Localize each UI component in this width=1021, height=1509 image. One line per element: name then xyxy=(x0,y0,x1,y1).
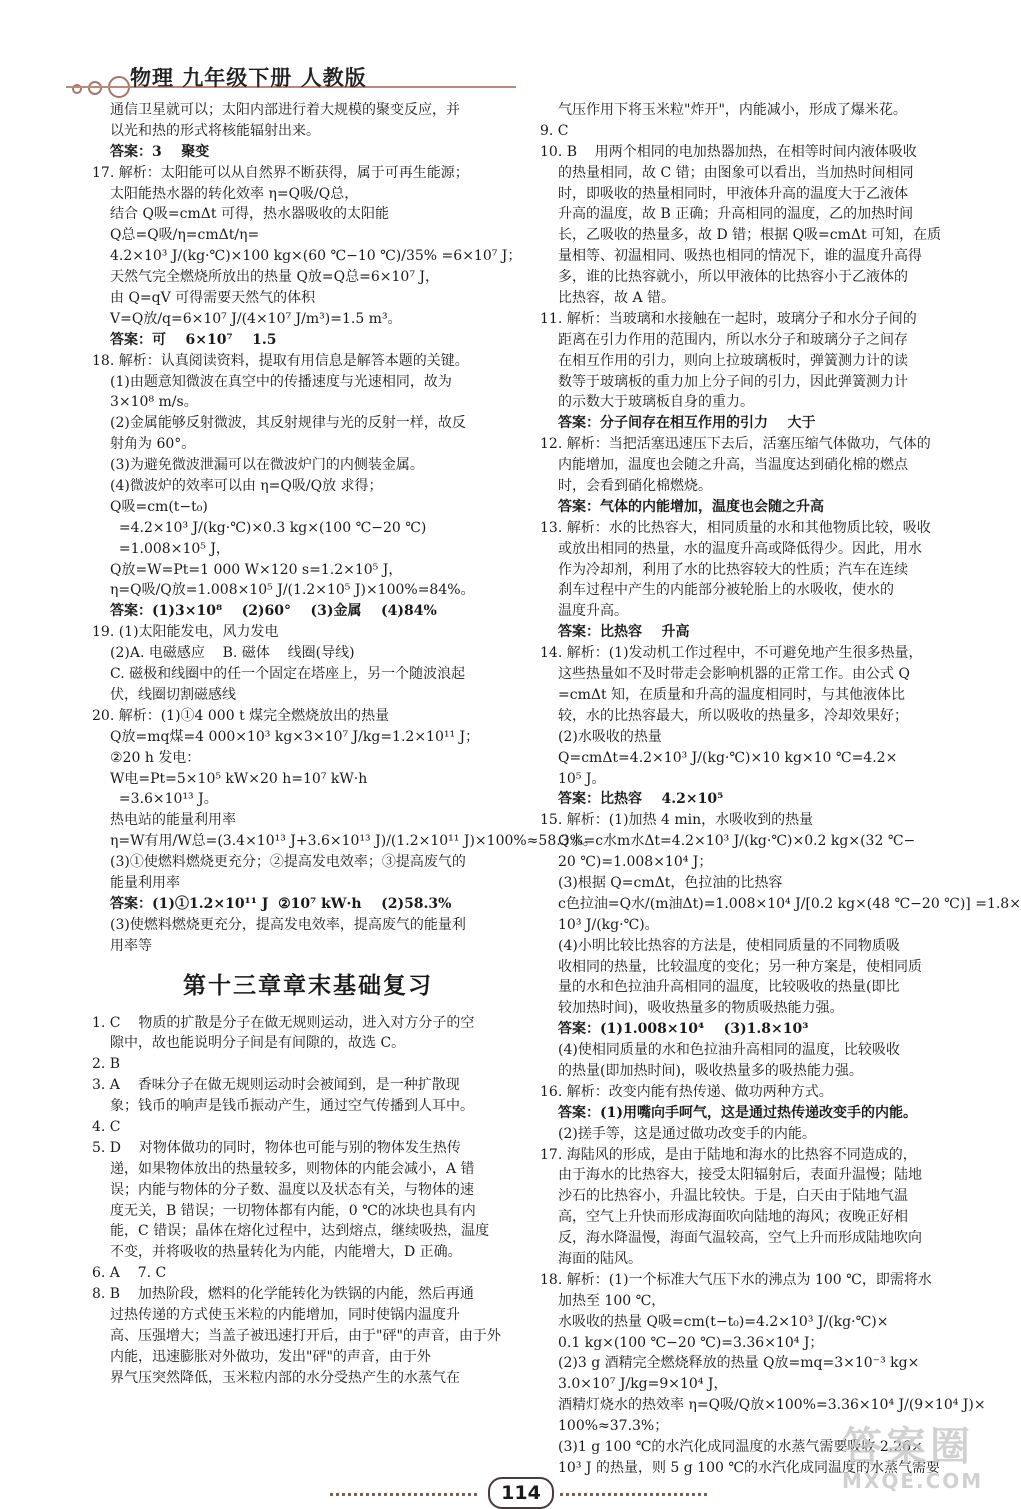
text-line: (4)小明比较比热容的方法是，使相同质量的不同物质吸 xyxy=(558,937,900,954)
text-line: η=W有用/W总=(3.4×10¹³ J+3.6×10¹³ J)/(1.2×10¹¹ J)×100%≈58.3%。 xyxy=(110,833,597,850)
text-line: 天然气完全燃烧所放出的热量 Q放=Q总=6×10⁷ J， xyxy=(110,269,439,286)
text-line: 答案：3 聚变 xyxy=(110,143,210,160)
footer-dots-right xyxy=(560,1493,710,1496)
text-line: Q放=W=Pt=1 000 W×120 s=1.2×10⁵ J， xyxy=(110,561,403,578)
text-line: V=Q放/q=6×10⁷ J/(4×10⁷ J/m³)=1.5 m³。 xyxy=(110,310,402,327)
text-line: (2)A. 电磁感应 B. 磁体 线圈(导线) xyxy=(110,645,355,662)
text-line: Q总=Q吸/η=cmΔt/η= xyxy=(110,227,260,244)
header-title: 物理 九年级下册 人教版 xyxy=(130,66,367,90)
text-line: 酒精灯烧水的热效率 η=Q吸/Q放×100%=3.36×10⁴ J/(9×10⁴ J)× xyxy=(558,1397,986,1414)
text-line: 4.2×10³ J/(kg·℃)×100 kg×(60 ℃−10 ℃)/35% =6×10⁷ J； xyxy=(110,248,522,265)
text-line: (3)①使燃料燃烧更充分；②提高发电效率；③提高废气的 xyxy=(110,854,466,871)
text-line: 太阳能热水器的转化效率 η=Q吸/Q总， xyxy=(110,185,359,202)
text-line: 0.1 kg×(100 ℃−20 ℃)=3.36×10⁴ J； xyxy=(558,1334,824,1351)
text-line: 10. B 用两个相同的电加热器加热，在相等时间内液体吸收 xyxy=(540,143,917,160)
text-line: 收相同的热量，比较温度的变化；另一种方案是，使相同质 xyxy=(558,958,922,975)
text-line: 10³ J 的热量，则 5 g 100 ℃的水汽化成同温度的水蒸气需要 xyxy=(558,1459,940,1476)
text-line: 3.0×10⁷ J/kg=9×10⁴ J， xyxy=(558,1376,728,1393)
text-line: 17. 海陆风的形成，是由于陆地和海水的比热容不同造成的， xyxy=(540,1146,917,1163)
text-line: 伏，线圈切割磁感线 xyxy=(110,686,236,703)
text-line: 过热传递的方式使玉米粒的内能增加，同时使锅内温度升 xyxy=(110,1306,460,1323)
text-line: 高，空气上升快而形成海面吹向陆地的海风；夜晚正好相 xyxy=(558,1209,908,1226)
text-line: 5. D 对物体做功的同时，物体也可能与别的物体发生热传 xyxy=(92,1139,461,1156)
text-line: 多，谁的比热容就小，所以甲液体的比热容小于乙液体的 xyxy=(558,269,908,286)
text-line: (2)搓手等，这是通过做功改变手的内能。 xyxy=(558,1125,816,1142)
text-line: 海面的陆风。 xyxy=(558,1250,642,1267)
text-line: 距离在引力作用的范围内，所以水分子和玻璃分子之间存 xyxy=(558,331,908,348)
text-line: (1)由题意知微波在真空中的传播速度与光速相同，故为 xyxy=(110,373,452,390)
text-line: 误；内能与物体的分子数、温度以及状态有关，与物体的速 xyxy=(110,1181,474,1198)
text-line: 3×10⁸ m/s。 xyxy=(110,394,198,411)
text-line: 结合 Q吸=cmΔt 可得，热水器吸收的太阳能 xyxy=(110,206,389,223)
text-line: 这些热量如不及时带走会影响机器的正常工作。由公式 Q xyxy=(558,666,910,683)
text-line: 沙石的比热容小，升温比较快。于是，白天由于陆地气温 xyxy=(558,1188,908,1205)
text-line: Q水=c水m水Δt=4.2×10³ J/(kg·℃)×0.2 kg×(32 ℃− xyxy=(558,833,916,850)
text-line: 射角为 60°。 xyxy=(110,436,196,453)
watermark-bottom-text: MXQE.COM xyxy=(842,1469,984,1493)
text-line: 15. 解析：(1)加热 4 min，水吸收到的热量 xyxy=(540,812,814,829)
watermark-logo xyxy=(842,1425,990,1503)
text-line: 气压作用下将玉米粒"炸开"，内能减小，形成了爆米花。 xyxy=(558,102,907,118)
text-line: Q放=mq煤=4 000×10³ kg×3×10⁷ J/kg=1.2×10¹¹ J； xyxy=(110,728,480,745)
text-line: 递，如果物体放出的热量较多，则物体的内能会减小，A 错 xyxy=(110,1160,475,1177)
text-line: (4)使相同质量的水和色拉油升高相同的温度，比较吸收 xyxy=(558,1042,900,1059)
text-line: 答案：(1)3×10⁸ (2)60° (3)金属 (4)84% xyxy=(110,603,437,620)
text-line: 热电站的能量利用率 xyxy=(110,812,236,829)
text-line: 量相等、初温相同、吸热也相同的情况下，谁的温度升高得 xyxy=(558,248,922,265)
text-line: 答案：(1)1.008×10⁴ (3)1.8×10³ xyxy=(558,1021,809,1038)
text-line: 反，海水降温慢，海面气温较高，空气上升而形成陆地吹向 xyxy=(558,1230,922,1247)
text-line: 隙中，故也能说明分子间是有间隙的，故选 C。 xyxy=(110,1035,406,1052)
text-line: (3)为避免微波泄漏可以在微波炉门的内侧装金属。 xyxy=(110,457,424,474)
footer-dots-left xyxy=(330,1493,480,1496)
text-line: 1. C 物质的扩散是分子在做无规则运动，进入对方分子的空 xyxy=(92,1014,475,1031)
text-line: 20. 解析：(1)①4 000 t 煤完全燃烧放出的热量 xyxy=(92,707,390,724)
text-line: (2)3 g 酒精完全燃烧释放的热量 Q放=mq=3×10⁻³ kg× xyxy=(558,1355,920,1372)
text-line: 答案：可 6×10⁷ 1.5 xyxy=(110,331,277,348)
text-line: 13. 解析：水的比热容大，相同质量的水和其他物质比较，吸收 xyxy=(540,519,931,536)
text-line: 18. 解析：(1)一个标准大气压下水的沸点为 100 ℃，即需将水 xyxy=(540,1271,932,1288)
text-line: (3)根据 Q=cmΔt，色拉油的比热容 xyxy=(558,874,783,891)
text-line: 通信卫星就可以；太阳内部进行着大规模的聚变反应，并 xyxy=(110,102,460,118)
text-line: 100%≈37.3%； xyxy=(558,1418,669,1435)
text-line: 用率等 xyxy=(110,937,152,954)
text-line: 由 Q=qV 可得需要天然气的体积 xyxy=(110,290,316,307)
text-line: 16. 解析：改变内能有热传递、做功两种方式。 xyxy=(540,1083,833,1100)
watermark-top-text: 答案圈 xyxy=(842,1424,974,1470)
text-line: 时，即吸收的热量相同时，甲液体升高的温度大于乙液体 xyxy=(558,185,908,202)
text-line: 11. 解析：当玻璃和水接触在一起时，玻璃分子和水分子间的 xyxy=(540,310,917,327)
text-line: 长，乙吸收的热量多，故 D 错；根据 Q吸=cmΔt 可知，在质 xyxy=(558,227,942,244)
text-line: 数等于玻璃板的重力加上分子间的引力，因此弹簧测力计 xyxy=(558,373,908,390)
text-line: 6. A 7. C xyxy=(92,1265,167,1282)
text-line: 能量利用率 xyxy=(110,874,180,891)
page-header xyxy=(0,0,1000,95)
text-line: =cmΔt 知，在质量和升高的温度相同时，与其他液体比 xyxy=(558,686,906,703)
text-line: Q=cmΔt=4.2×10³ J/(kg·℃)×10 kg×10 ℃=4.2× xyxy=(558,749,898,766)
page-number: 114 xyxy=(488,1477,554,1509)
text-line: 以光和热的形式将核能辐射出来。 xyxy=(110,122,320,139)
text-line: 4. C xyxy=(92,1118,121,1135)
right-column xyxy=(540,100,1021,1479)
text-line: (3)使燃料燃烧更充分，提高发电效率，提高废气的能量利 xyxy=(110,916,466,933)
text-line: 9. C xyxy=(540,122,569,139)
text-line: 18. 解析：认真阅读资料，提取有用信息是解答本题的关键。 xyxy=(92,352,469,369)
text-line: 象；钱币的响声是钱币振动产生，通过空气传播到人耳中。 xyxy=(110,1098,474,1115)
text-line: 答案：比热容 4.2×10⁵ xyxy=(558,791,724,808)
text-line: 内能增加，温度也会随之升高，当温度达到硝化棉的燃点 xyxy=(558,457,908,474)
text-line: 14. 解析：(1)发动机工作过程中，不可避免地产生很多热量， xyxy=(540,645,923,662)
text-line: 12. 解析：当把活塞迅速压下去后，活塞压缩气体做功，气体的 xyxy=(540,436,931,453)
text-line: 加热至 100 ℃， xyxy=(558,1292,666,1309)
text-line: 2. B xyxy=(92,1056,121,1073)
header-circle-small xyxy=(88,81,102,95)
text-line: 温度升高。 xyxy=(558,603,628,620)
text-line: 较加热时间)，吸收热量多的物质吸热能力强。 xyxy=(558,1000,844,1017)
text-line: 或放出相同的热量，水的温度升高或降低得少。因此，用水 xyxy=(558,540,922,557)
chapter-title: 第十三章章末基础复习 xyxy=(183,972,433,999)
text-line: 度无关，B 错误；一切物体都有内能，0 ℃的冰块也具有内 xyxy=(110,1202,476,1219)
text-line: 10³ J/(kg·℃)。 xyxy=(558,916,659,933)
text-line: 量的水和色拉油升高相同的温度，比较吸收的热量(即比 xyxy=(558,979,900,996)
text-line: 内能，迅速膨胀对外做功，发出"砰"的声音，由于外 xyxy=(110,1348,431,1365)
text-line: 能，C 错误；晶体在熔化过程中，达到熔点，继续吸热，温度 xyxy=(110,1223,490,1240)
text-line: 较，水的比热容最大，所以吸收的热量多，冷却效果好； xyxy=(558,707,908,724)
text-line: 作为冷却剂，利用了水的比热容较大的性质；汽车在连续 xyxy=(558,561,908,578)
text-line: 答案：比热容 升高 xyxy=(558,624,690,641)
text-line: 17. 解析：太阳能可以从自然界不断获得，属于可再生能源； xyxy=(92,164,469,181)
text-line: 19. (1)太阳能发电，风力发电 xyxy=(92,624,279,641)
text-line: 答案：气体的内能增加，温度也会随之升高 xyxy=(558,498,824,515)
text-line: Q吸=cm(t−t₀) xyxy=(110,498,208,515)
text-line: 水吸收的热量 Q吸=cm(t−t₀)=4.2×10³ J/(kg·℃)× xyxy=(558,1313,889,1330)
text-line: 界气压突然降低，玉米粒内部的水分受热产生的水蒸气在 xyxy=(110,1369,460,1386)
text-line: 答案：(1)①1.2×10¹¹ J ②10⁷ kW·h (2)58.3% xyxy=(110,895,452,912)
text-line: η=Q吸/Q放=1.008×10⁵ J/(1.2×10⁵ J)×100%=84%。 xyxy=(110,582,475,599)
text-line: (4)微波炉的效率可以由 η=Q吸/Q放 求得； xyxy=(110,478,383,495)
text-line: (3)1 g 100 ℃的水汽化成同温度的水蒸气需要吸收 2.26× xyxy=(558,1439,923,1455)
text-line: 答案：分子间存在相互作用的引力 大于 xyxy=(558,415,816,432)
text-line: =3.6×10¹³ J。 xyxy=(110,791,218,808)
text-line: 高、压强增大；当盖子被迅速打开后，由于"砰"的声音，由于外 xyxy=(110,1327,501,1344)
text-line: (2)金属能够反射微波，其反射规律与光的反射一样，故反 xyxy=(110,415,466,432)
text-line: ②20 h 发电： xyxy=(110,749,201,766)
text-line: =1.008×10⁵ J， xyxy=(110,540,230,557)
text-line: 不变，并将吸收的热量转化为内能，内能增大，D 正确。 xyxy=(110,1244,462,1261)
text-line: 的热量(即加热时间)，吸收热量多的吸热能力强。 xyxy=(558,1062,863,1079)
text-line: 的示数大于玻璃板自身的重力。 xyxy=(558,394,754,411)
text-line: 刹车过程中产生的内能部分被轮胎上的水吸收，使水的 xyxy=(558,582,894,599)
text-line: 10⁵ J。 xyxy=(558,770,606,787)
text-line: 答案：(1)用嘴向手呵气，这是通过热传递改变手的内能。 xyxy=(558,1104,917,1121)
text-line: (2)水吸收的热量 xyxy=(558,728,662,745)
text-line: 的热量相同，故 C 错；由图象可以看出，当加热时间相同 xyxy=(558,164,914,181)
text-line: C. 磁极和线圈中的任一个固定在塔座上，另一个随波浪起 xyxy=(110,666,466,683)
text-line: 升高的温度，故 B 正确；升高相同的温度，乙的加热时间 xyxy=(558,206,914,223)
text-line: c色拉油=Q水/(m油Δt)=1.008×10⁴ J/[0.2 kg×(48 ℃−20 ℃)] =1.8× xyxy=(558,895,1021,912)
text-line: 20 ℃)=1.008×10⁴ J； xyxy=(558,854,713,871)
text-line: 3. A 香味分子在做无规则运动时会被闻到，是一种扩散现 xyxy=(92,1077,460,1094)
text-line: 8. B 加热阶段，燃料的化学能转化为铁锅的内能，然后再通 xyxy=(92,1286,474,1303)
text-line: =4.2×10³ J/(kg·℃)×0.3 kg×(100 ℃−20 ℃) xyxy=(110,519,427,536)
text-line: 在相互作用的引力，则向上拉玻璃板时，弹簧测力计的读 xyxy=(558,352,908,369)
text-line: W电=Pt=5×10⁵ kW×20 h=10⁷ kW·h xyxy=(110,770,368,787)
text-line: 由于海水的比热容大，接受太阳辐射后，表面升温慢；陆地 xyxy=(558,1167,922,1184)
text-line: 时，会看到硝化棉燃烧。 xyxy=(558,478,712,495)
text-line: 比热容，故 A 错。 xyxy=(558,290,676,307)
